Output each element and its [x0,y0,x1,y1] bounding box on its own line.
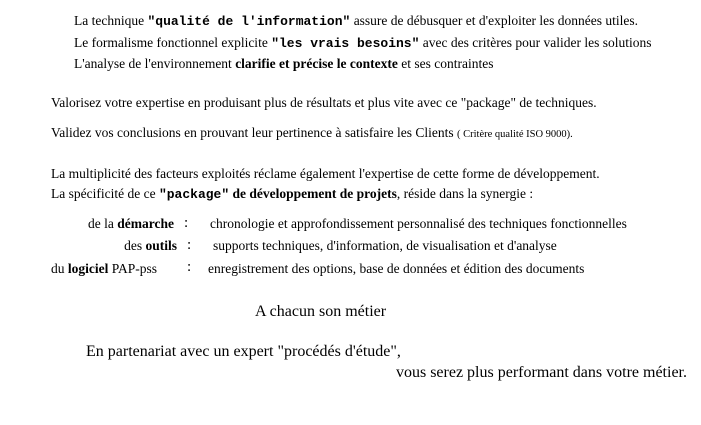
synergy-description: enregistrement des options, base de données et édition des documents [208,261,585,276]
intro-line-3-emphasis: clarifie et précise le contexte [235,56,398,71]
synergy-label-outils [124,235,177,256]
closing-line-2: vous serez plus performant dans votre métier. [395,364,687,381]
iso-note: ( Critère qualité ISO 9000). [457,129,573,140]
synergy-label-term: logiciel [67,261,109,276]
intro-line-3-text-c: et ses contraintes [397,56,494,71]
intro-line-1-emphasis: "qualité de l'information" [147,14,351,29]
intro-line-2-text-a: Le formalisme fonctionnel explicite [74,35,272,50]
paragraph-valorisez: Valorisez votre expertise en produisant plus de résultats et plus vite avec ce "package" de techniques. [51,95,597,110]
synergy-colon: : [184,215,189,231]
intro-line-1 [74,10,638,32]
synergy-label-prefix: du [51,261,68,276]
intro-line-3 [74,53,493,74]
synergy-colon: : [187,237,192,253]
synergy-label-suffix: PAP-pss [108,261,158,276]
synergy-label-term: démarche [117,216,174,231]
synergy-label-term: outils [145,238,177,253]
synergy-colon: : [187,259,192,275]
synergy-label-prefix: des [124,238,146,253]
synergy-description: supports techniques, d'information, de visualisation et d'analyse [213,238,557,253]
intro-line-1-text-c: assure de débusquer et d'exploiter les données utiles. [350,13,639,28]
paragraph-specificite-text-a: La spécificité de ce [51,186,159,201]
paragraph-validez [51,122,573,145]
synergy-description: chronologie et approfondissement personnalisé des techniques fonctionnelles [210,216,627,231]
paragraph-specificite [51,183,533,205]
closing-line-1: En partenariat avec un expert "procédés d'étude", [86,343,401,360]
intro-line-2-emphasis: "les vrais besoins" [271,36,420,51]
paragraph-multiplicite: La multiplicité des facteurs exploités réclame également l'expertise de cette forme de développement. [51,166,600,181]
package-emphasis: "package" [158,187,230,202]
tagline: A chacun son métier [255,303,387,320]
synergy-label-prefix: de la [88,216,118,231]
paragraph-validez-text: Validez vos conclusions en prouvant leur pertinence à satisfaire les Clients [51,125,458,140]
intro-line-2 [74,32,651,54]
synergy-label-logiciel [51,258,157,279]
developpement-emphasis: de développement de projets [229,186,397,201]
intro-line-2-text-c: avec des critères pour valider les solutions [419,35,652,50]
synergy-label-demarche [88,213,174,234]
intro-line-1-text-a: La technique [74,13,148,28]
intro-line-3-text-a: L'analyse de l'environnement [74,56,236,71]
paragraph-specificite-text-d: , réside dans la synergie : [396,186,534,201]
